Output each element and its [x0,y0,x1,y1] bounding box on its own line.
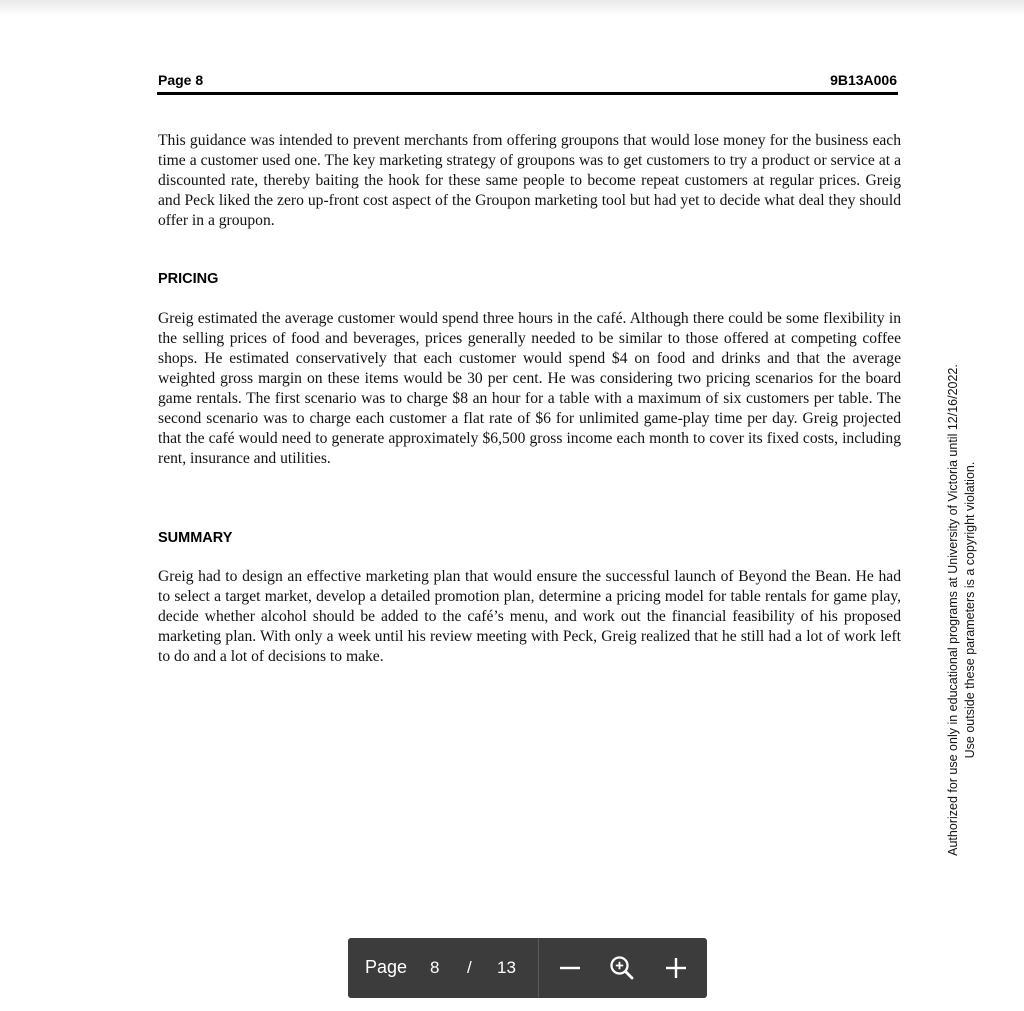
minus-icon [555,953,585,983]
page-toolbar [348,938,707,998]
pricing-paragraph: Greig estimated the average customer would spend three hours in the café. Although there could be some flexibility in the selling prices of food and beverages, prices generally needed to be similar to those offered at competing coffee shops. He estimated conservatively that each customer would spend $4 on food and drinks and that the average weighted gross margin on these items would be 30 per cent. He was considering two pricing scenarios for the board game rentals. The first scenario was to charge $8 an hour for a table with a maximum of six customers per table. The second scenario was to charge each customer a flat rate of $6 for unlimited game-play time per day. Greig projected that the café would need to generate approximately $6,500 gross income each month to cover its fixed costs, including rent, insurance and utilities. [158,310,901,467]
magnifier-plus-icon [607,953,637,983]
summary-heading: SUMMARY [158,530,233,546]
zoom-in-button[interactable] [661,953,691,983]
zoom-out-button[interactable] [555,953,585,983]
total-pages: 13 [497,958,516,977]
copyright-line-1: Authorized for use only in educational programs at University of Victoria until 12/16/2022. [946,364,960,856]
summary-paragraph: Greig had to design an effective marketing plan that would ensure the successful launch of Beyond the Bean. He had to select a target market, develop a detailed promotion plan, determine a pricing model for table rentals for game play, decide whether alcohol should be added to the café’s menu, and work out the financial feasibility of his proposed marketing plan. With only a week until his review meeting with Peck, Greig realized that he still had a lot of work left to do and a lot of decisions to make. [158,568,901,665]
intro-paragraph: This guidance was intended to prevent merchants from offering groupons that would lose money for the business each time a customer used one. The key marketing strategy of groupons was to get customers to try a product or service at a discounted rate, thereby baiting the hook for these same people to become repeat customers at regular prices. Greig and Peck liked the zero up-front cost aspect of the Groupon marketing tool but had yet to decide what deal they should offer in a groupon. [158,132,901,229]
toolbar-page-label: Page [365,957,408,977]
case-code: 9B13A006 [830,72,897,88]
plus-icon [661,953,691,983]
copyright-line-2: Use outside these parameters is a copyright violation. [963,461,977,759]
current-page-input[interactable]: 8 [430,958,440,977]
page-header [157,70,898,95]
page-number-label: Page 8 [158,72,204,88]
viewer-top-shade [0,0,1024,16]
zoom-button[interactable] [607,953,637,983]
pricing-heading: PRICING [158,271,219,287]
copyright-notice [945,350,979,870]
page-separator: / [467,958,472,977]
toolbar-divider [538,938,539,998]
